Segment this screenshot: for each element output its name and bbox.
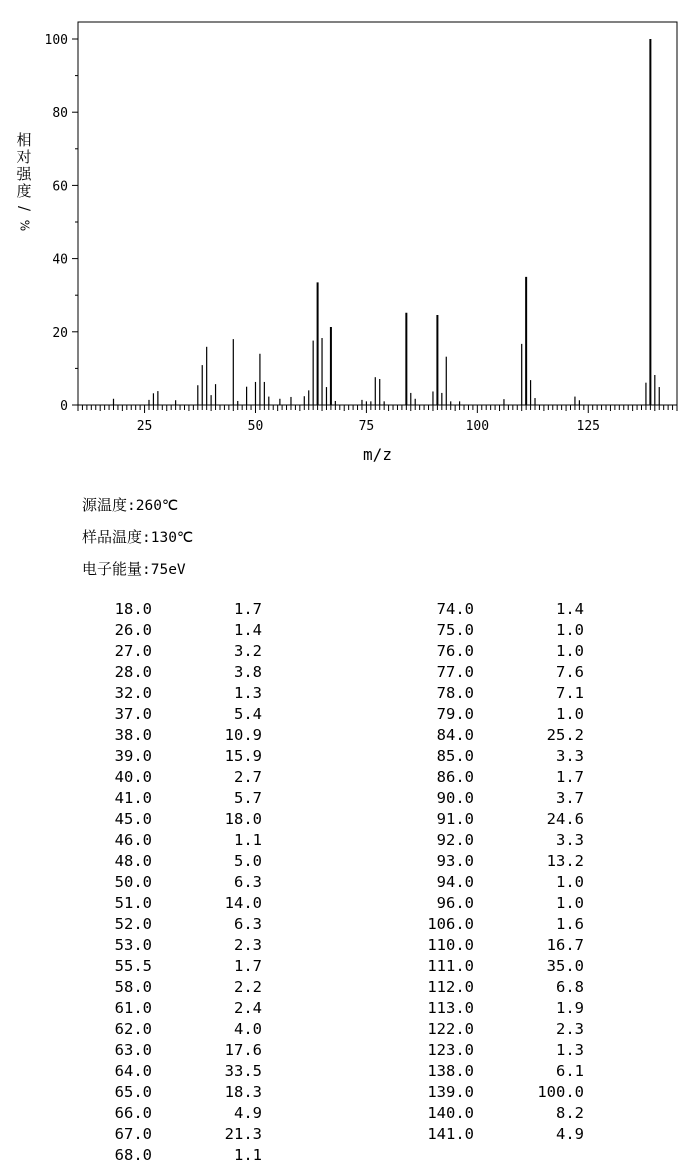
condition-value: :75eV [142, 562, 186, 578]
intensity-value: 6.8 [556, 978, 584, 996]
intensity-value: 8.2 [556, 1104, 584, 1122]
intensity-value: 4.9 [556, 1125, 584, 1143]
intensity-value: 3.8 [234, 663, 262, 681]
mz-value: 40.0 [114, 768, 152, 786]
mz-value: 138.0 [427, 1062, 474, 1080]
peak-table-row [0, 1082, 340, 1103]
peak-table-row [340, 998, 687, 1019]
peak-table-row [340, 851, 687, 872]
x-tick-label: 25 [136, 419, 153, 434]
condition-row [82, 526, 193, 547]
mz-value: 63.0 [114, 1041, 152, 1059]
intensity-value: 21.3 [224, 1125, 262, 1143]
condition-value: :130℃ [142, 530, 194, 546]
x-tick-label: 75 [358, 419, 375, 434]
peak-table-row [0, 935, 340, 956]
mz-value: 140.0 [427, 1104, 474, 1122]
y-axis-label-char: / [15, 205, 34, 212]
mz-value: 141.0 [427, 1125, 474, 1143]
mz-value: 51.0 [114, 894, 152, 912]
condition-label: 源温度 [82, 496, 128, 514]
intensity-value: 5.4 [234, 705, 262, 723]
mz-value: 37.0 [114, 705, 152, 723]
intensity-value: 2.7 [234, 768, 262, 786]
peak-table-row [340, 830, 687, 851]
peak-table-row [340, 872, 687, 893]
intensity-value: 1.3 [234, 684, 262, 702]
y-tick-label: 40 [52, 252, 68, 268]
peak-table-row [0, 1040, 340, 1061]
mz-value: 86.0 [436, 768, 474, 786]
peak-table-row [340, 809, 687, 830]
y-tick-label: 100 [44, 33, 68, 48]
intensity-value: 7.6 [556, 663, 584, 681]
peak-table-row [0, 620, 340, 641]
peak-table-row [0, 788, 340, 809]
mz-value: 58.0 [114, 978, 152, 996]
intensity-value: 17.6 [224, 1041, 262, 1059]
peak-table-row [340, 1082, 687, 1103]
peak-table-row [0, 725, 340, 746]
y-axis-label-char: 对 [16, 148, 32, 166]
peak-table-row [0, 1145, 340, 1166]
intensity-value: 1.0 [556, 621, 584, 639]
spectrum-plot [0, 0, 687, 470]
peak-table-row [340, 599, 687, 620]
intensity-value: 1.7 [234, 957, 262, 975]
x-tick-label: 100 [465, 419, 490, 434]
intensity-value: 6.3 [234, 873, 262, 891]
intensity-value: 10.9 [224, 726, 262, 744]
intensity-value: 1.0 [556, 705, 584, 723]
mz-value: 67.0 [114, 1125, 152, 1143]
intensity-value: 1.0 [556, 894, 584, 912]
intensity-value: 4.9 [234, 1104, 262, 1122]
peak-table-row [340, 788, 687, 809]
y-tick-label: 20 [52, 325, 68, 341]
peak-table-row [0, 956, 340, 977]
y-axis-label-char: 强 [16, 165, 32, 183]
intensity-value: 1.7 [234, 600, 262, 618]
peak-table-row [0, 893, 340, 914]
mz-value: 28.0 [114, 663, 152, 681]
peak-table-row [0, 914, 340, 935]
mz-value: 85.0 [436, 747, 474, 765]
peak-table-row [0, 683, 340, 704]
mz-value: 39.0 [114, 747, 152, 765]
plot-frame [78, 22, 677, 405]
intensity-value: 25.2 [546, 726, 584, 744]
peak-table-row [340, 683, 687, 704]
mz-value: 93.0 [436, 852, 474, 870]
peak-table-row [0, 851, 340, 872]
intensity-value: 2.2 [234, 978, 262, 996]
mz-value: 46.0 [114, 831, 152, 849]
intensity-value: 18.0 [224, 810, 262, 828]
intensity-value: 24.6 [546, 810, 584, 828]
mz-value: 32.0 [114, 684, 152, 702]
mz-value: 90.0 [436, 789, 474, 807]
mz-value: 26.0 [114, 621, 152, 639]
peak-table-row [340, 641, 687, 662]
intensity-value: 16.7 [546, 936, 584, 954]
peak-table-row [340, 620, 687, 641]
intensity-value: 3.3 [556, 747, 584, 765]
intensity-value: 33.5 [224, 1062, 262, 1080]
mz-value: 123.0 [427, 1041, 474, 1059]
peak-table-row [340, 935, 687, 956]
mz-value: 75.0 [436, 621, 474, 639]
mz-value: 27.0 [114, 642, 152, 660]
mz-value: 78.0 [436, 684, 474, 702]
condition-label: 样品温度 [82, 528, 143, 546]
peak-table-row [0, 746, 340, 767]
intensity-value: 2.3 [556, 1020, 584, 1038]
y-axis-label-char: 度 [16, 182, 32, 200]
intensity-value: 5.0 [234, 852, 262, 870]
peak-table-right [340, 599, 687, 1145]
x-tick-label: 125 [576, 419, 601, 434]
mz-value: 76.0 [436, 642, 474, 660]
mz-value: 94.0 [436, 873, 474, 891]
mz-value: 113.0 [427, 999, 474, 1017]
y-axis-label-char: 相 [16, 131, 32, 149]
mz-value: 84.0 [436, 726, 474, 744]
spectrum-chart [0, 0, 687, 470]
mz-value: 139.0 [427, 1083, 474, 1101]
mz-value: 53.0 [114, 936, 152, 954]
intensity-value: 1.4 [234, 621, 262, 639]
y-axis-label-char: % [17, 219, 32, 232]
mz-value: 55.5 [114, 957, 152, 975]
mz-value: 45.0 [114, 810, 152, 828]
intensity-value: 2.4 [234, 999, 262, 1017]
mz-value: 62.0 [114, 1020, 152, 1038]
mz-value: 79.0 [436, 705, 474, 723]
intensity-value: 35.0 [546, 957, 584, 975]
mz-value: 52.0 [114, 915, 152, 933]
peak-table-row [0, 1061, 340, 1082]
peak-table-left [0, 599, 340, 1166]
y-tick-label: 80 [52, 106, 68, 122]
mz-value: 110.0 [427, 936, 474, 954]
peak-table-row [0, 662, 340, 683]
intensity-value: 1.0 [556, 873, 584, 891]
mz-value: 38.0 [114, 726, 152, 744]
intensity-value: 6.3 [234, 915, 262, 933]
peak-table-row [340, 956, 687, 977]
mz-value: 91.0 [436, 810, 474, 828]
mz-value: 68.0 [114, 1146, 152, 1164]
intensity-value: 1.1 [234, 831, 262, 849]
mz-value: 92.0 [436, 831, 474, 849]
mz-value: 18.0 [114, 600, 152, 618]
intensity-value: 100.0 [537, 1083, 584, 1101]
mz-value: 50.0 [114, 873, 152, 891]
intensity-value: 3.7 [556, 789, 584, 807]
peak-table-row [0, 809, 340, 830]
mz-value: 122.0 [427, 1020, 474, 1038]
mz-value: 64.0 [114, 1062, 152, 1080]
peak-table-row [340, 1061, 687, 1082]
intensity-value: 1.1 [234, 1146, 262, 1164]
peak-table-row [0, 704, 340, 725]
peak-table-row [340, 1103, 687, 1124]
peak-table-row [0, 641, 340, 662]
condition-row [82, 558, 186, 579]
intensity-value: 5.7 [234, 789, 262, 807]
peak-table-row [340, 767, 687, 788]
condition-label: 电子能量 [82, 560, 143, 578]
peak-table-row [0, 1124, 340, 1145]
y-tick-label: 0 [60, 399, 68, 414]
intensity-value: 2.3 [234, 936, 262, 954]
peak-table-row [340, 914, 687, 935]
mz-value: 65.0 [114, 1083, 152, 1101]
peak-table-row [340, 746, 687, 767]
peak-table-row [0, 599, 340, 620]
intensity-value: 6.1 [556, 1062, 584, 1080]
intensity-value: 1.4 [556, 600, 584, 618]
intensity-value: 3.2 [234, 642, 262, 660]
peak-table-row [0, 1103, 340, 1124]
condition-value: :260℃ [127, 498, 179, 514]
mz-value: 112.0 [427, 978, 474, 996]
peak-table-row [340, 725, 687, 746]
peak-table-row [0, 977, 340, 998]
mz-value: 96.0 [436, 894, 474, 912]
peak-table-row [340, 1040, 687, 1061]
intensity-value: 3.3 [556, 831, 584, 849]
intensity-value: 1.6 [556, 915, 584, 933]
peak-table-row [340, 893, 687, 914]
peak-table-row [0, 998, 340, 1019]
mz-value: 106.0 [427, 915, 474, 933]
y-tick-label: 60 [52, 179, 68, 195]
mz-value: 111.0 [427, 957, 474, 975]
peak-table-row [0, 830, 340, 851]
mz-value: 66.0 [114, 1104, 152, 1122]
intensity-value: 1.7 [556, 768, 584, 786]
intensity-value: 1.3 [556, 1041, 584, 1059]
intensity-value: 18.3 [224, 1083, 262, 1101]
peak-table-row [0, 767, 340, 788]
peak-table-row [0, 872, 340, 893]
peak-table-row [340, 1019, 687, 1040]
x-axis-label: m/z [363, 445, 392, 464]
x-tick-label: 50 [247, 419, 264, 434]
mz-value: 48.0 [114, 852, 152, 870]
intensity-value: 13.2 [546, 852, 584, 870]
peak-table-row [340, 662, 687, 683]
intensity-value: 1.0 [556, 642, 584, 660]
condition-row [82, 494, 178, 515]
mz-value: 41.0 [114, 789, 152, 807]
intensity-value: 14.0 [224, 894, 262, 912]
peak-table-row [340, 977, 687, 998]
intensity-value: 7.1 [556, 684, 584, 702]
peak-table-row [0, 1019, 340, 1040]
intensity-value: 1.9 [556, 999, 584, 1017]
peak-table-row [340, 1124, 687, 1145]
peak-table-row [340, 704, 687, 725]
mz-value: 74.0 [436, 600, 474, 618]
intensity-value: 4.0 [234, 1020, 262, 1038]
mz-value: 77.0 [436, 663, 474, 681]
mz-value: 61.0 [114, 999, 152, 1017]
intensity-value: 15.9 [224, 747, 262, 765]
